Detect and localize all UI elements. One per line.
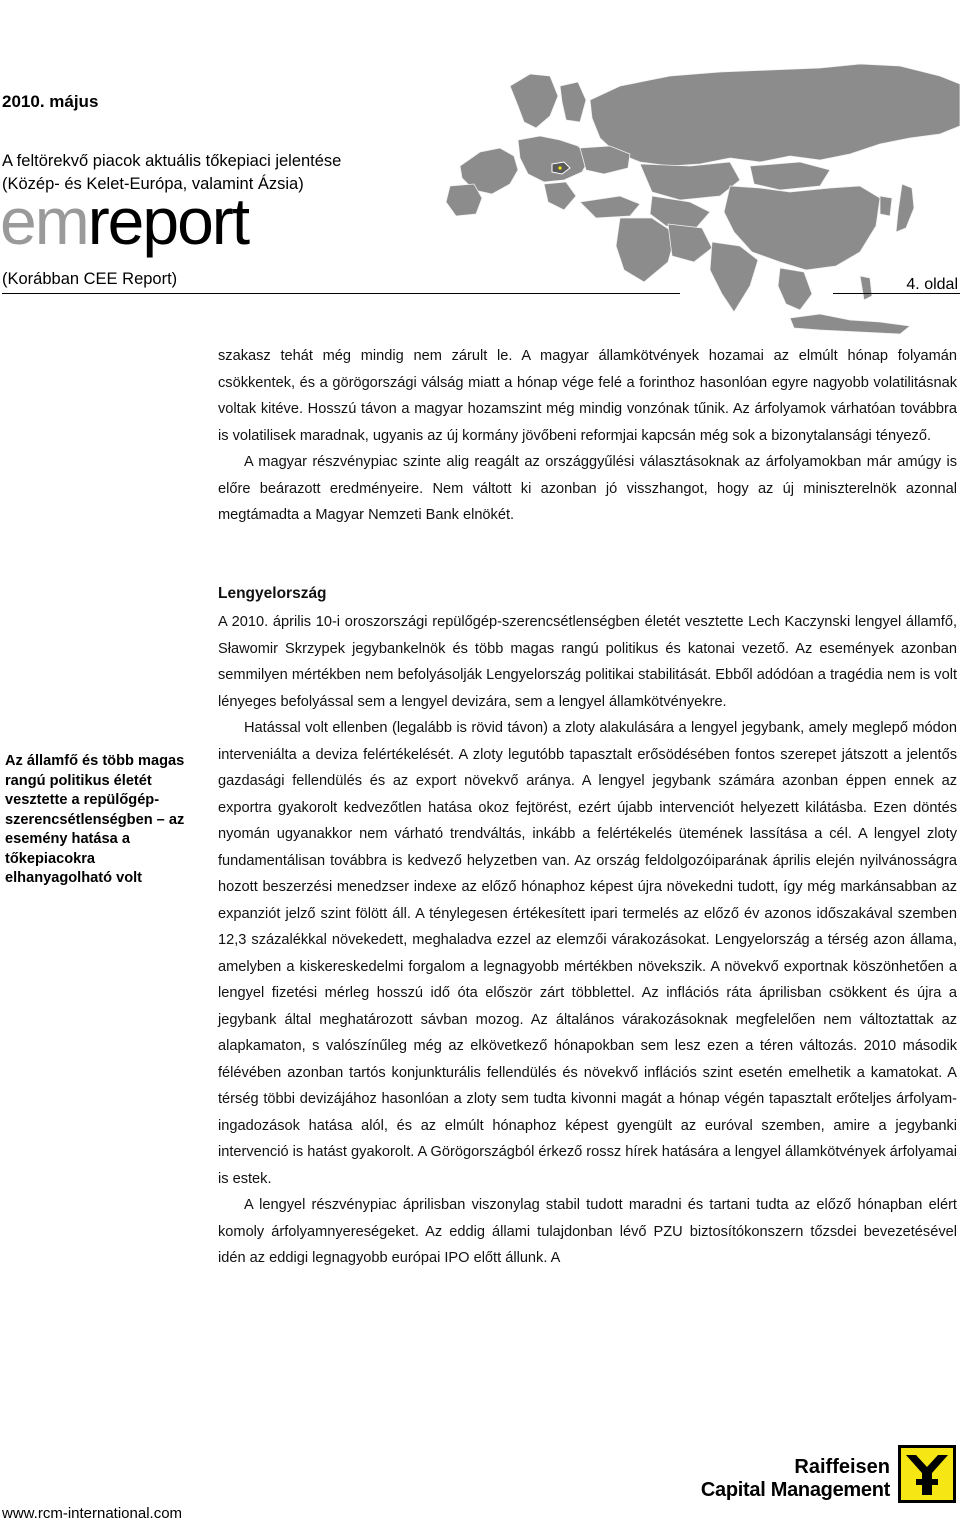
map-scandinavia [510,74,558,128]
report-subtitle: A feltörekvő piacok aktuális tőkepiaci jelentése [2,152,342,170]
map-southeast-asia [778,268,812,310]
map-europe-central [518,136,590,182]
sidebar-summary: Az államfő és több magas rangú politikus életét vesztette a repülőgép-szerencsétlenségben – az esemény hatása a tőkepiacokra elhanyagolható volt [5,753,185,886]
paragraph: szakasz tehát még mindig nem zárult le. A magyar államkötvények hozamai az elmúlt hónap folyamán csökkentek, és a görögországi válság miatt a hónap vége felé a forinthoz hasonlóan egyre nagyobb volatilitásnak voltak kitéve. Hosszú távon a magyar hozamszint még mindig vonzónak tűnik. Az árfolyamok várhatóan továbbra is volatilisek maradnak, ugyanis az új kormány jövőbeni reformjai kapcsán még sok a bizonytalansági tényező. [218,348,957,444]
map-middle-east [616,218,676,282]
map-korea [880,196,892,216]
map-iberia [446,184,482,216]
map-iran [668,224,712,262]
map-turkey [580,196,640,218]
map-mongolia [750,162,830,190]
map-kazakhstan [640,162,740,200]
page-number: 4. oldal [906,276,958,293]
asia-europe-map [440,56,960,336]
paragraph: A lengyel részvénypiac áprilisban viszonylag stabil tudott maradni és tartani tudta az előző hónapban elért komoly árfolyamnyereségeket. Az eddig állami tulajdonban lévő PZU biztosítókonszern tőzsdei bevezetésével idén az eddigi legnagyobb európai IPO előtt állunk. A [218,1197,957,1266]
report-region: (Közép- és Kelet-Európa, valamint Ázsia) [2,175,304,193]
section-heading: Lengyelország [218,585,327,602]
map-balkans [544,182,576,210]
header-divider-left [2,293,680,294]
footer-url[interactable]: www.rcm-international.com [2,1505,183,1522]
logo-line-1: Raiffeisen [794,1456,890,1478]
map-finland [560,82,586,122]
previous-name: (Korábban CEE Report) [2,270,178,288]
report-date: 2010. május [2,92,99,111]
map-philippines [860,276,872,300]
company-logo-text [682,1456,890,1502]
map-japan [896,184,914,232]
map-india [710,242,758,312]
brand-report: report [87,184,249,258]
section-text [218,609,957,1272]
intro-text [218,343,957,529]
report-brand [0,184,249,258]
paragraph: Hatással volt ellenben (legalább is rövid távon) a zloty alakulására a lengyel jegybank, amely meglepő módon interveniálta a deviza felértékelését. A zloty legutóbb tapasztalt erősödésében fontos szerepet játszott a jelentős gazdasági fellendülés és az export növekvő aránya. A lengyel jegybank számára azonban éppen ennek az exportra gyakorolt kedvezőtlen hatása okoz fejtörést, ezért újabb intervenciót helyezett kilátásba. Ezen döntés nyomán ugyanakkor nem várható trendváltás, inkább a felértékelés ütemének lassítása a cél. A lengyel zloty fundamentálisan továbbra is kedvező helyzetben van. Az ország feldolgozóiparának április elején nyilvánosságra hozott beszerzési menedzser indexe az előző hónaphoz képest újra növekedni tudott, így még markánsabban az expanziót jelző szint fölött áll. A ténylegesen értékesített ipari termelés az előző év azonos időszakával szemben 12,3 százalékkal növekedett, meghaladva ezzel az elemzői várakozásokat. Lengyelország a térség azon állama, amelyben a kiskereskedelmi forgalom a legnagyobb mértékben növekszik. A növekvő exportnak köszönhetően a lengyel fizetési mérleg hosszú idő óta először zárt többlettel. Az inflációs ráta áprilisban csökkent és újra a jegybank által meghatározott sávban mozog. Az általános várakozásoknak megfelelően nem változtattak az alapkamaton, s valószínűleg még az elkövetkező hónapokban sem lesz ezen a téren változás. 2010 második félévében azonban tartós konjunkturális fellendülés és növekvő inflációs szint esetén emelhetik a kamatokat. A térség többi devizájához hasonlóan a zloty sem tudta kivonni magát a hónap végén tapasztalt erőteljes árfolyam-ingadozások hatása alól, és az elmúlt hónaphoz képest gyengült az euróval szemben, amire a jegybanki intervenció is hatást gyakorolt. A Görögországból érkező rossz hírek hatására a lengyel államkötvények árfolyamai is estek. [218,720,957,1187]
paragraph: A 2010. április 10-i oroszországi repülőgép-szerencsétlenségben életét vesztette Lech Kaczynski lengyel államfő, Sławomir Skrzypek jegybankelnök és több magas rangú politikus és katonai vezető. Az események azonban semmilyen mértékben nem befolyásolják Lengyelország politikai stabilitását. Ebből adódóan a tragédia nem is volt lényeges befolyással sem a lengyel devizára, sem a lengyel államkötvényekre. [218,614,957,710]
header-divider-right [833,293,960,294]
map-indonesia [790,314,910,334]
brand-em: em [0,184,88,258]
paragraph: A magyar részvénypiac szinte alig reagált az országgyűlési választásoknak az árfolyamokban már amúgy is előre beárazott eredményeire. Nem váltott ki azonban jó visszhangot, hogy az új miniszterelnök azonnal megtámadta a Magyar Nemzeti Bank elnökét. [218,454,957,523]
map-location-marker [558,166,561,169]
map-russia [590,64,960,166]
logo-line-2: Capital Management [700,1479,890,1501]
raiffeisen-gable-icon [898,1445,956,1503]
